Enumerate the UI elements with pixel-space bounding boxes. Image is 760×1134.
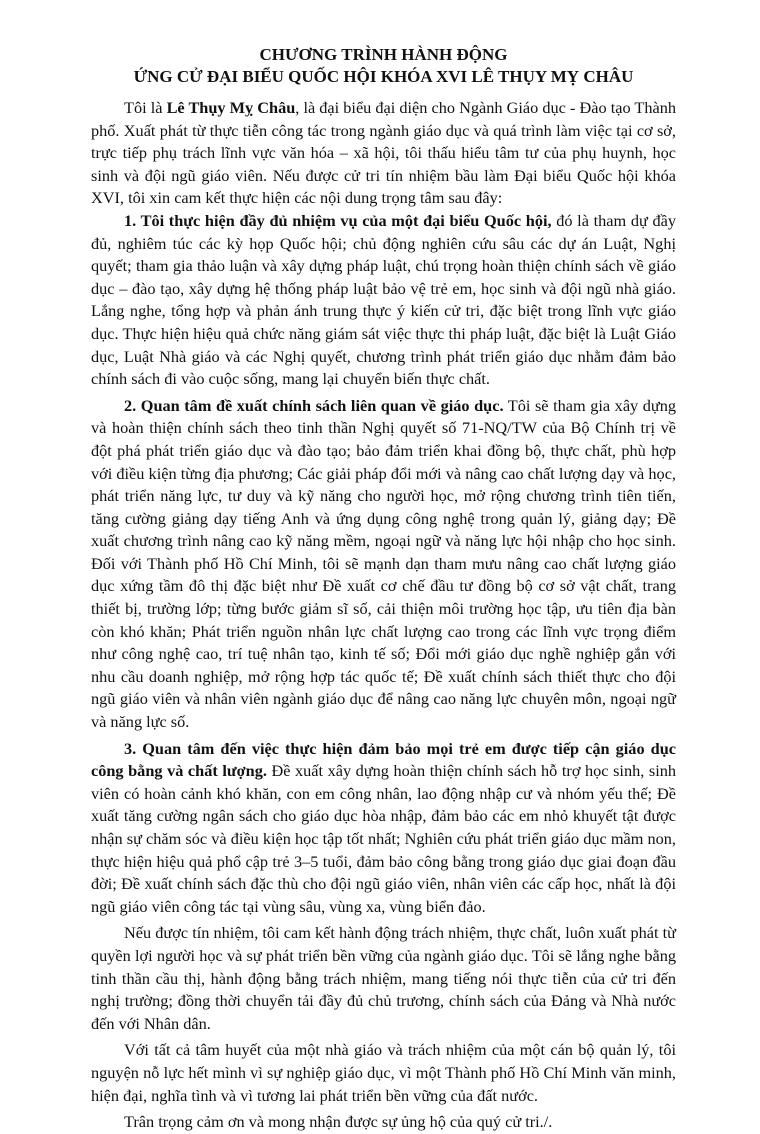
- closing-paragraph-2: Với tất cả tâm huyết của một nhà giáo và trách nhiệm của một cán bộ quản lý, tôi nguyện nỗ lực hết mình vì sự nghiệp giáo dục, vì một Thành phố Hồ Chí Minh văn minh, hiện đại, nghĩa tình và vì tương lai phát triển bền vững của đất nước.: [91, 1040, 676, 1105]
- document-title: [91, 44, 676, 88]
- section-1-text: đó là tham dự đầy đủ, nghiêm túc các kỳ họp Quốc hội; chủ động nghiên cứu sâu các dự án Luật, Nghị quyết; tham gia thảo luận và xây dựng pháp luật, chú trọng hoàn thiện chính sách về giáo dục – đào tạo, xây dựng hệ thống pháp luật bảo vệ trẻ em, học sinh và đội ngũ nhà giáo. Lắng nghe, tổng hợp và phản ánh trung thực ý kiến cử tri, đặc biệt trong lĩnh vực giáo dục. Thực hiện hiệu quả chức năng giám sát việc thực thi pháp luật, đặc biệt là Luật Giáo dục, Luật Nhà giáo và các Nghị quyết, chương trình phát triển giáo dục nhằm đảm bảo chính sách đi vào cuộc sống, mang lại chuyển biến thực chất.: [91, 210, 676, 389]
- section-3-paragraph: [91, 738, 676, 919]
- closing-paragraph-3: Trân trọng cảm ơn và mong nhận được sự ủng hộ của quý cử tri./.: [124, 1112, 553, 1132]
- section-3-heading: 3. Quan tâm đến việc thực hiện đảm bảo mọi trẻ em được tiếp cận giáo dục công bằng và chất lượng.: [91, 738, 676, 781]
- section-2-paragraph: [91, 395, 676, 734]
- section-3-text: Đề xuất xây dựng hoàn thiện chính sách hỗ trợ học sinh, sinh viên có hoàn cảnh khó khăn, con em công nhân, lao động nhập cư và nhóm yếu thế; Đề xuất tăng cường ngân sách cho giáo dục hòa nhập, đảm bảo các em nhỏ khuyết tật được nhận sự chăm sóc và điều kiện học tập tốt nhất; Nghiên cứu phát triển giáo dục mầm non, thực hiện hiệu quả phổ cập trẻ 3–5 tuổi, đảm bảo công bằng trong giáo dục giai đoạn đầu đời; Đề xuất chính sách đặc thù cho đội ngũ giáo viên, nhân viên các cấp học, nhất là đội ngũ giáo viên công tác tại vùng sâu, vùng xa, vùng biển đảo.: [91, 761, 676, 916]
- candidate-name: Lê Thụy Mỵ Châu: [166, 98, 296, 117]
- intro-after: , là đại biểu đại diện cho Ngành Giáo dục - Đào tạo Thành phố. Xuất phát từ thực tiễn công tác trong ngành giáo dục và quá trình làm việc tại cơ sở, trực tiếp phụ trách lĩnh vực văn hóa – xã hội, tôi thấu hiểu tâm tư của phụ huynh, học sinh và đội ngũ giáo viên. Nếu được cử tri tín nhiệm bầu làm Đại biểu Quốc hội khóa XVI, tôi xin cam kết thực hiện các nội dung trọng tâm sau đây:: [91, 98, 677, 208]
- title-line-1: CHƯƠNG TRÌNH HÀNH ĐỘNG: [259, 45, 508, 64]
- closing-paragraph-1: Nếu được tín nhiệm, tôi cam kết hành động trách nhiệm, thực chất, luôn xuất phát từ quyền lợi người học và sự phát triển bền vững của ngành giáo dục. Tôi sẽ lắng nghe bằng tinh thần cầu thị, hành động bằng trách nhiệm, mang tiếng nói thực tiễn của cử tri đến nghị trường; đồng thời chuyển tải đầy đủ chủ trương, chính sách của Đảng và Nhà nước đến với Nhân dân.: [91, 923, 676, 1033]
- title-line-2: ỨNG CỬ ĐẠI BIỂU QUỐC HỘI KHÓA XVI LÊ THỤY MỴ CHÂU: [133, 67, 634, 86]
- intro-before: Tôi là: [124, 98, 167, 117]
- section-2-text: Tôi sẽ tham gia xây dựng và hoàn thiện chính sách theo tinh thần Nghị quyết số 71-NQ/TW của Bộ Chính trị về đột phá phát triển giáo dục và đào tạo; bảo đảm triển khai đồng bộ, thực chất, phù hợp với điều kiện từng địa phương; Các giải pháp đổi mới và nâng cao chất lượng dạy và học, phát triển năng lực, tư duy và kỹ năng cho người học, mở rộng chương trình tiên tiến, tăng cường giảng dạy tiếng Anh và ứng dụng công nghệ trong quản lý, giảng dạy; Đề xuất chương trình nâng cao kỹ năng mềm, ngoại ngữ và năng lực hội nhập cho học sinh. Đối với Thành phố Hồ Chí Minh, tôi sẽ mạnh dạn tham mưu nâng cao chất lượng giáo dục xứng tầm đô thị đặc biệt như Đề xuất cơ chế đầu tư đồng bộ cơ sở vật chất, trang thiết bị, trường lớp; từng bước giảm sĩ số, cải thiện môi trường học tập, ưu tiên địa bàn còn khó khăn; Phát triển nguồn nhân lực chất lượng cao trong các lĩnh vực trọng điểm như công nghệ cao, trí tuệ nhân tạo, kinh tế số; Đổi mới giáo dục nghề nghiệp gắn với nhu cầu doanh nghiệp, mở rộng hợp tác quốc tế; Đề xuất chính sách thiết thực cho đội ngũ giáo viên và nhân viên ngành giáo dục để nâng cao năng lực chuyên môn, ngoại ngữ và năng lực số.: [91, 395, 676, 732]
- section-1-heading: 1. Tôi thực hiện đầy đủ nhiệm vụ của một đại biểu Quốc hội,: [124, 210, 552, 230]
- document-body: [91, 97, 676, 1134]
- section-1-paragraph: [91, 210, 676, 391]
- section-2-heading: 2. Quan tâm đề xuất chính sách liên quan về giáo dục.: [124, 395, 504, 415]
- intro-paragraph: [91, 97, 676, 210]
